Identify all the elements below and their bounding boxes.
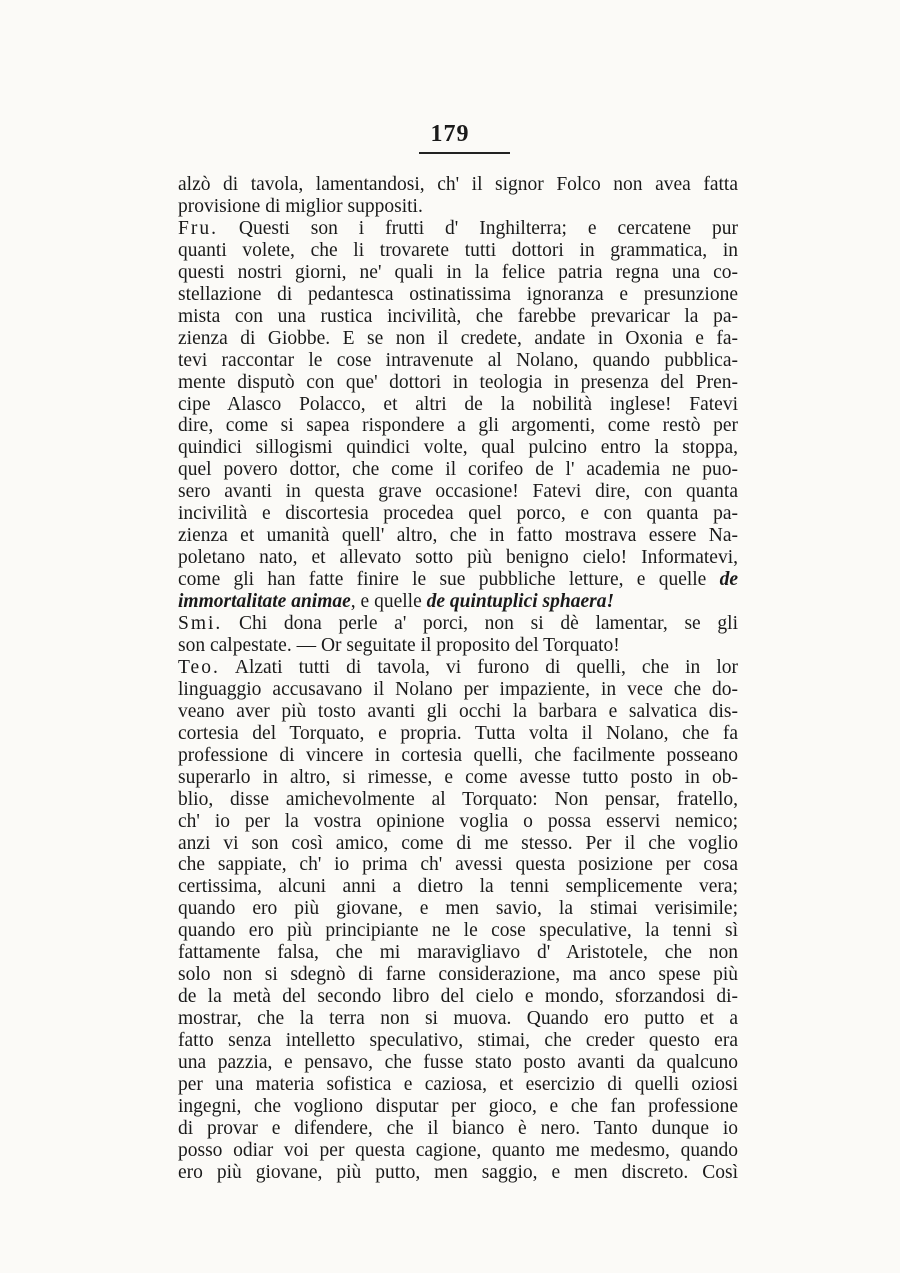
- page-number: 179: [430, 121, 470, 147]
- text-line: professione di vincere in cortesia quelli, che facilmente posseano: [178, 744, 738, 766]
- text-line: anzi vi son così amico, come di me stesso. Per il che voglio: [178, 832, 738, 854]
- speaker-name: Teo.: [178, 656, 220, 678]
- text-line: quanti volete, che li trovarete tutti dottori in grammatica, in: [178, 239, 738, 261]
- text-line: blio, disse amichevolmente al Torquato: Non pensar, fratello,: [178, 788, 738, 810]
- header-rule: [419, 152, 510, 154]
- text-line: come gli han fatte finire le sue pubbliche letture, e quelle de: [178, 569, 739, 591]
- text-line: dire, come si sapea rispondere a gli argomenti, come restò per: [178, 415, 738, 437]
- text-line: mostrar, che la terra non si muova. Quando ero putto et a: [178, 1008, 738, 1030]
- text-line: tevi raccontar le cose intravenute al Nolano, quando pubblica-: [178, 349, 738, 371]
- text-line: che sappiate, ch' io prima ch' avessi questa posizione per cosa: [178, 854, 738, 876]
- text-line: son calpestate. — Or seguitate il proposito del Torquato!: [178, 634, 620, 656]
- text-line: Fru. Questi son i frutti d' Inghilterra; e cercatene pur: [178, 217, 738, 239]
- text-line: alzò di tavola, lamentandosi, ch' il signor Folco non avea fatta: [178, 174, 738, 195]
- text-line: stellazione di pedantesca ostinatissima ignoranza e presunzione: [178, 283, 738, 305]
- text-line: questi nostri giorni, ne' quali in la felice patria regna una co-: [178, 261, 738, 283]
- text-line: incivilità e discortesia procedea quel porco, e con quanta pa-: [178, 503, 738, 525]
- text-line: zienza et umanità quell' altro, che in fatto mostrava essere Na-: [178, 525, 738, 547]
- text-line: ingegni, che vogliono disputar per gioco, e che fan professione: [178, 1095, 738, 1117]
- text-line: di provar e difendere, che il bianco è nero. Tanto dunque io: [178, 1117, 738, 1139]
- speaker-name: Smi.: [178, 613, 223, 634]
- text-line: quindici sillogismi quindici volte, qual pulcino entro la stoppa,: [178, 437, 738, 459]
- text-line: provisione di miglior suppositi.: [178, 195, 423, 217]
- text-line: mente disputò con que' dottori in teologia in presenza del Pren-: [178, 371, 738, 393]
- text-line: fatto senza intelletto speculativo, stimai, che creder questo era: [178, 1030, 738, 1052]
- text-line: solo non si sdegnò di farne considerazione, ma anco spese più: [178, 964, 738, 986]
- italic-title: de: [719, 569, 739, 591]
- text-line: fattamente falsa, che mi maravigliavo d' Aristotele, che non: [178, 942, 738, 964]
- text-line: veano aver più tosto avanti gli occhi la barbara e salvatica dis-: [178, 700, 738, 722]
- text-line: quando ero più principiante ne le cose speculative, la tenni sì: [178, 920, 738, 942]
- text-fragment: , e quelle: [350, 591, 427, 613]
- text-line: quel povero dottor, che come il corifeo de l' academia ne puo-: [178, 459, 738, 481]
- text-line: certissima, alcuni anni a dietro la tenni semplicemente vera;: [178, 876, 738, 898]
- italic-title: immortalitate animae: [178, 591, 351, 613]
- text-line: cipe Alasco Polacco, et altri de la nobilità inglese! Fatevi: [178, 393, 738, 415]
- text-line: de la metà del secondo libro del cielo e mondo, sforzandosi di-: [178, 986, 738, 1008]
- text-line: per una materia sofistica e caziosa, et esercizio di quelli oziosi: [178, 1073, 738, 1095]
- text-line: una pazzia, e pensavo, che fusse stato posto avanti da qualcuno: [178, 1052, 738, 1073]
- text-line: [178, 591, 738, 613]
- text-line: posso odiar voi per questa cagione, quanto me medesmo, quando: [178, 1139, 738, 1161]
- text-line: sero avanti in questa grave occasione! Fatevi dire, con quanta: [178, 481, 738, 503]
- text-line: Smi. Chi dona perle a' porci, non si dè lamentar, se gli: [178, 613, 738, 634]
- text-line: linguaggio accusavano il Nolano per impaziente, in vece che do-: [178, 678, 738, 700]
- text-line: ero più giovane, più putto, men saggio, e men discreto. Così: [178, 1161, 738, 1183]
- italic-title: de quintuplici sphaera!: [426, 591, 615, 613]
- text-line: mista con una rustica incivilità, che farebbe prevaricar la pa-: [178, 305, 738, 327]
- speaker-name: Fru.: [178, 217, 218, 239]
- text-line: ch' io per la vostra opinione voglia o possa esservi nemico;: [178, 810, 738, 832]
- text-line: cortesia del Torquato, e propria. Tutta volta il Nolano, che fa: [178, 722, 738, 744]
- text-line: poletano nato, et allevato sotto più benigno cielo! Informatevi,: [178, 547, 738, 569]
- text-line: superarlo in altro, si rimesse, e come avesse tutto posto in ob-: [178, 766, 738, 788]
- text-line: Teo. Alzati tutti di tavola, vi furono di quelli, che in lor: [178, 656, 738, 678]
- text-line: zienza di Giobbe. E se non il credete, andate in Oxonia e fa-: [178, 327, 738, 349]
- text-line: quando ero più giovane, e men savio, la stimai verisimile;: [178, 898, 738, 920]
